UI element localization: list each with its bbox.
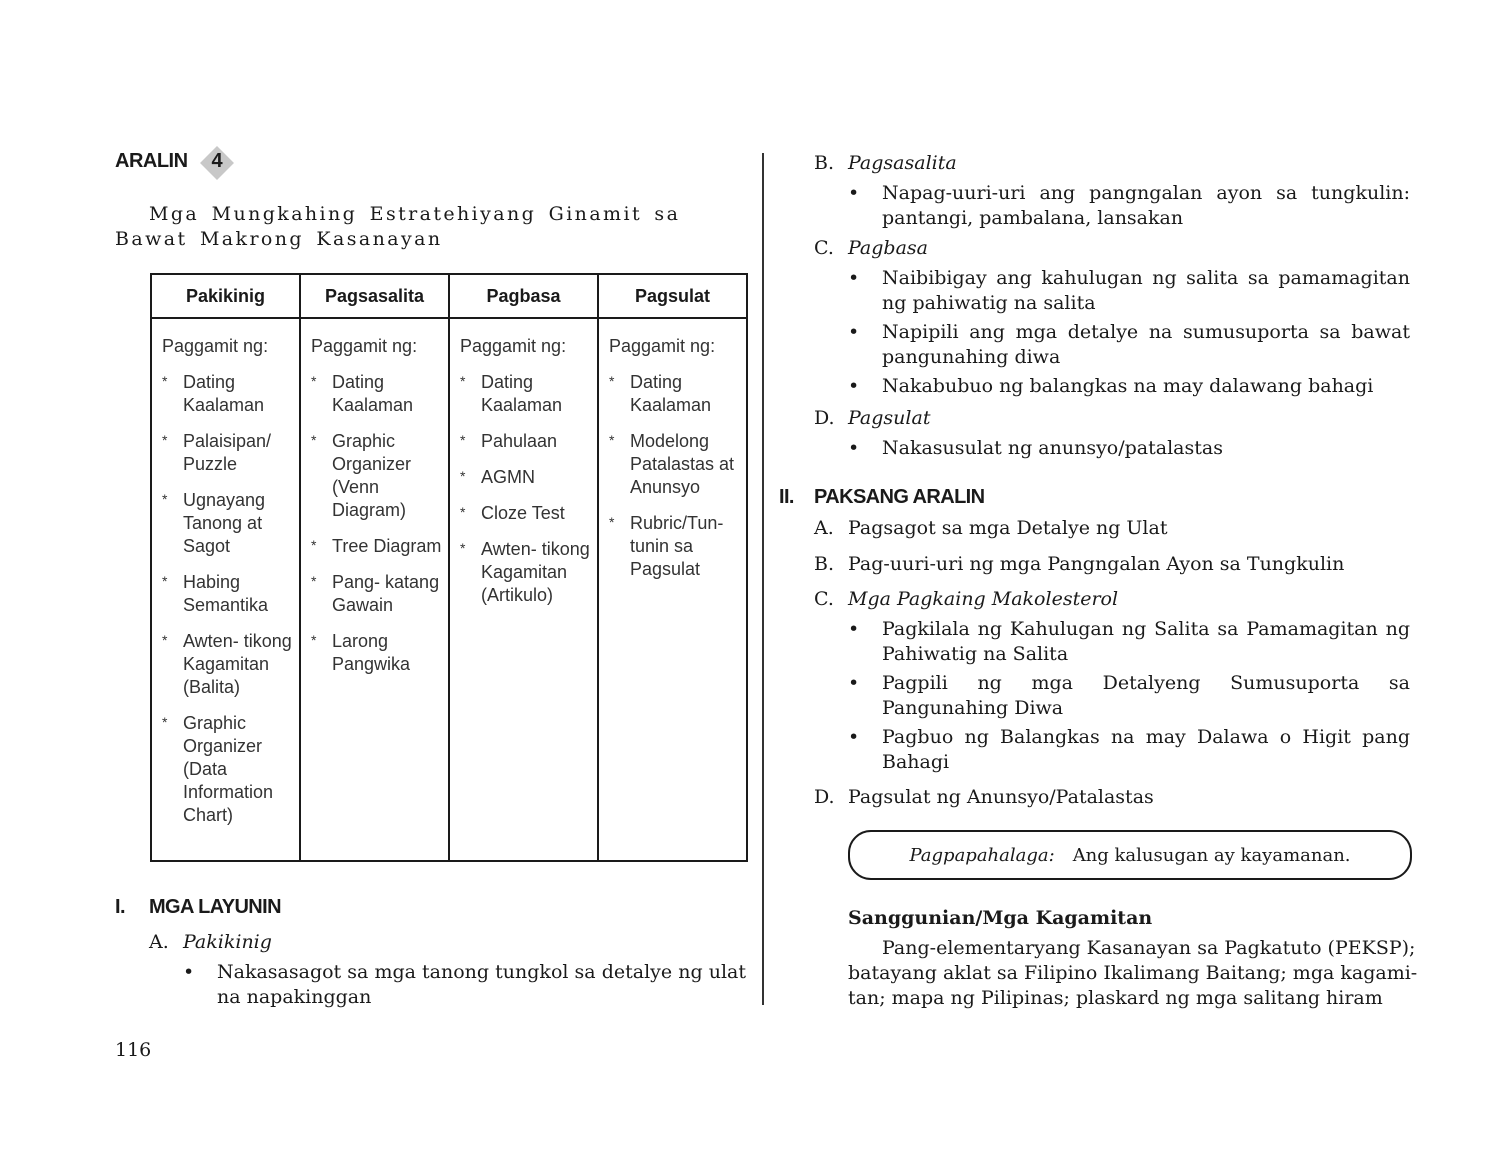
star-bullet: * [162, 573, 168, 589]
intro-text-span: Mga Mungkahing Estratehiyang Ginamit sa Bawat Makrong Kasanayan [115, 203, 681, 250]
star-bullet: * [609, 432, 615, 448]
list-item [848, 436, 1410, 461]
list-item [848, 320, 1410, 370]
bullet-text: Nakasusulat ng anunsyo/patalastas [882, 437, 1223, 459]
strategy-table [150, 273, 748, 862]
bullet-dot: • [848, 726, 860, 748]
list-item [162, 430, 293, 476]
star-bullet: * [460, 432, 466, 448]
layunin-d-title: Pagsulat [848, 407, 931, 429]
list-item [460, 466, 591, 489]
bullet-text: Napipili ang mga detalye na sumusuporta sa bawat pangunahing diwa [882, 321, 1410, 368]
list-item [311, 371, 442, 417]
sanggunian-line-1: Pang-elementaryang Kasanayan sa Pagkatuto (PEKSP); [882, 937, 1416, 959]
list-item-text: Cloze Test [481, 503, 565, 523]
list-item-text: Larong Pangwika [332, 631, 411, 674]
list-item [162, 571, 293, 617]
list-item [311, 535, 442, 558]
bullet-text: Pagbuo ng Balangkas na may Dalawa o Higit pang Bahagi [882, 726, 1410, 773]
list-item-text: Dating Kaalaman [183, 372, 265, 415]
layunin-a-letter: A. [149, 931, 169, 953]
bullet-dot: • [848, 672, 860, 694]
list-item [848, 266, 1410, 316]
table-cell-pagsulat [598, 318, 747, 861]
star-bullet: * [162, 373, 168, 389]
list-item [162, 630, 293, 699]
star-bullet: * [311, 373, 317, 389]
bullet-dot: • [848, 321, 860, 343]
bullet-dot: • [848, 267, 860, 289]
list-item-text: Pang- katang Gawain [332, 572, 440, 615]
list-item-text: Pahulaan [481, 431, 558, 451]
table-header-pagbasa: Pagbasa [449, 274, 598, 318]
sanggunian-line-2: batayang aklat sa Filipino Ikalimang Baitang; mga kagami- [848, 962, 1418, 984]
section-number-i: I. [115, 896, 125, 918]
list-item [848, 617, 1410, 667]
list-item-text: Palaisipan/ Puzzle [183, 431, 272, 474]
section-title-layunin: MGA LAYUNIN [149, 896, 281, 918]
list-item-text: Ugnayang Tanong at Sagot [183, 490, 266, 556]
list-item [162, 371, 293, 417]
star-bullet: * [162, 491, 168, 507]
intro-paragraph [115, 202, 746, 252]
bullet-dot: • [848, 618, 860, 640]
list-item [460, 538, 591, 607]
pagpapahalaga-text: Ang kalusugan ay kayamanan. [1072, 844, 1351, 866]
star-bullet: * [311, 537, 317, 553]
section-number-ii: II. [779, 486, 794, 508]
list-item-text: Awten- tikong Kagamitan (Balita) [183, 631, 292, 697]
list-item-text: Graphic Organizer (Venn Diagram) [332, 431, 412, 520]
table-cell-pagbasa [449, 318, 598, 861]
star-bullet: * [460, 504, 466, 520]
star-bullet: * [162, 632, 168, 648]
star-bullet: * [609, 514, 615, 530]
bullet-text: Napag-uuri-uri ang pangngalan ayon sa tungkulin: pantangi, pambalana, lansakan [882, 182, 1410, 229]
bullet-text: Nakasasagot sa mga tanong tungkol sa detalye ng ulat na napakinggan [217, 961, 746, 1008]
star-bullet: * [460, 373, 466, 389]
list-item [460, 371, 591, 417]
list-item [460, 430, 591, 453]
star-bullet: * [460, 468, 466, 484]
bullet-text: Naibibigay ang kahulugan ng salita sa pamamagitan ng pahiwatig na salita [882, 267, 1410, 314]
layunin-b-title: Pagsasalita [848, 152, 957, 174]
list-item-text: Awten- tikong Kagamitan (Artikulo) [481, 539, 590, 605]
bullet-text: Nakabubuo ng balangkas na may dalawang bahagi [882, 375, 1374, 397]
star-bullet: * [162, 432, 168, 448]
paksa-b-text: Pag-uuri-uri ng mga Pangngalan Ayon sa Tungkulin [848, 553, 1345, 575]
table-cell-pagsasalita [300, 318, 449, 861]
page-number: 116 [115, 1039, 152, 1061]
list-item [609, 430, 740, 499]
list-item-text: Rubric/Tun- tunin sa Pagsulat [630, 513, 724, 579]
list-item [848, 671, 1410, 721]
table-header-pakikinig: Pakikinig [151, 274, 300, 318]
star-bullet: * [460, 540, 466, 556]
list-item [162, 489, 293, 558]
bullet-text: Pagpili ng mga Detalyeng Sumusuporta sa Pangunahing Diwa [882, 672, 1410, 719]
star-bullet: * [311, 573, 317, 589]
list-item-text: Tree Diagram [332, 536, 442, 556]
list-item [183, 960, 746, 1010]
bullet-dot: • [848, 437, 860, 459]
list-item-text: Habing Semantika [183, 572, 269, 615]
aralin-number: 4 [211, 150, 223, 172]
table-cell-pakikinig [151, 318, 300, 861]
paksa-b-letter: B. [814, 553, 835, 575]
star-bullet: * [311, 432, 317, 448]
list-item-text: Dating Kaalaman [481, 372, 563, 415]
layunin-b-letter: B. [814, 152, 835, 174]
list-item [848, 181, 1410, 231]
sanggunian-title: Sanggunian/Mga Kagamitan [848, 907, 1153, 929]
list-item [311, 630, 442, 676]
list-item [609, 371, 740, 417]
pagpapahalaga-label: Pagpapahalaga: [909, 844, 1055, 866]
list-item [460, 502, 591, 525]
table-header-pagsasalita: Pagsasalita [300, 274, 449, 318]
table-header-pagsulat: Pagsulat [598, 274, 747, 318]
star-bullet: * [311, 632, 317, 648]
paksa-a-text: Pagsagot sa mga Detalye ng Ulat [848, 517, 1168, 539]
bullet-dot: • [848, 375, 860, 397]
bullet-text: Pagkilala ng Kahulugan ng Salita sa Pamamagitan ng Pahiwatig na Salita [882, 618, 1410, 665]
list-item-text: Dating Kaalaman [332, 372, 414, 415]
section-title-paksa: PAKSANG ARALIN [814, 486, 985, 508]
cell-heading: Paggamit ng: [162, 336, 269, 356]
star-bullet: * [162, 714, 168, 730]
star-bullet: * [609, 373, 615, 389]
list-item-text: Dating Kaalaman [630, 372, 712, 415]
layunin-a-title: Pakikinig [183, 931, 272, 953]
bullet-dot: • [848, 182, 860, 204]
list-item [848, 374, 1410, 399]
list-item [311, 571, 442, 617]
intro-text [115, 202, 746, 252]
cell-heading: Paggamit ng: [609, 336, 716, 356]
paksa-d-letter: D. [814, 786, 835, 808]
list-item-text: Modelong Patalastas at Anunsyo [630, 431, 735, 497]
column-divider [762, 153, 764, 1005]
cell-heading: Paggamit ng: [311, 336, 418, 356]
paksa-c-text: Mga Pagkaing Makolesterol [848, 588, 1119, 610]
list-item [609, 512, 740, 581]
list-item [311, 430, 442, 522]
paksa-d-text: Pagsulat ng Anunsyo/Patalastas [848, 786, 1154, 808]
bullet-dot: • [183, 961, 195, 983]
layunin-c-title: Pagbasa [848, 237, 928, 259]
cell-heading: Paggamit ng: [460, 336, 567, 356]
list-item-text: AGMN [481, 467, 535, 487]
list-item [848, 725, 1410, 775]
sanggunian-line-3: tan; mapa ng Pilipinas; plaskard ng mga salitang hiram [848, 987, 1383, 1009]
paksa-c-letter: C. [814, 588, 834, 610]
list-item-text: Graphic Organizer (Data Information Chart) [183, 713, 274, 825]
paksa-a-letter: A. [814, 517, 834, 539]
layunin-d-letter: D. [814, 407, 835, 429]
layunin-c-letter: C. [814, 237, 834, 259]
pagpapahalaga-box [848, 830, 1412, 880]
aralin-label: ARALIN [115, 150, 188, 172]
list-item [162, 712, 293, 827]
